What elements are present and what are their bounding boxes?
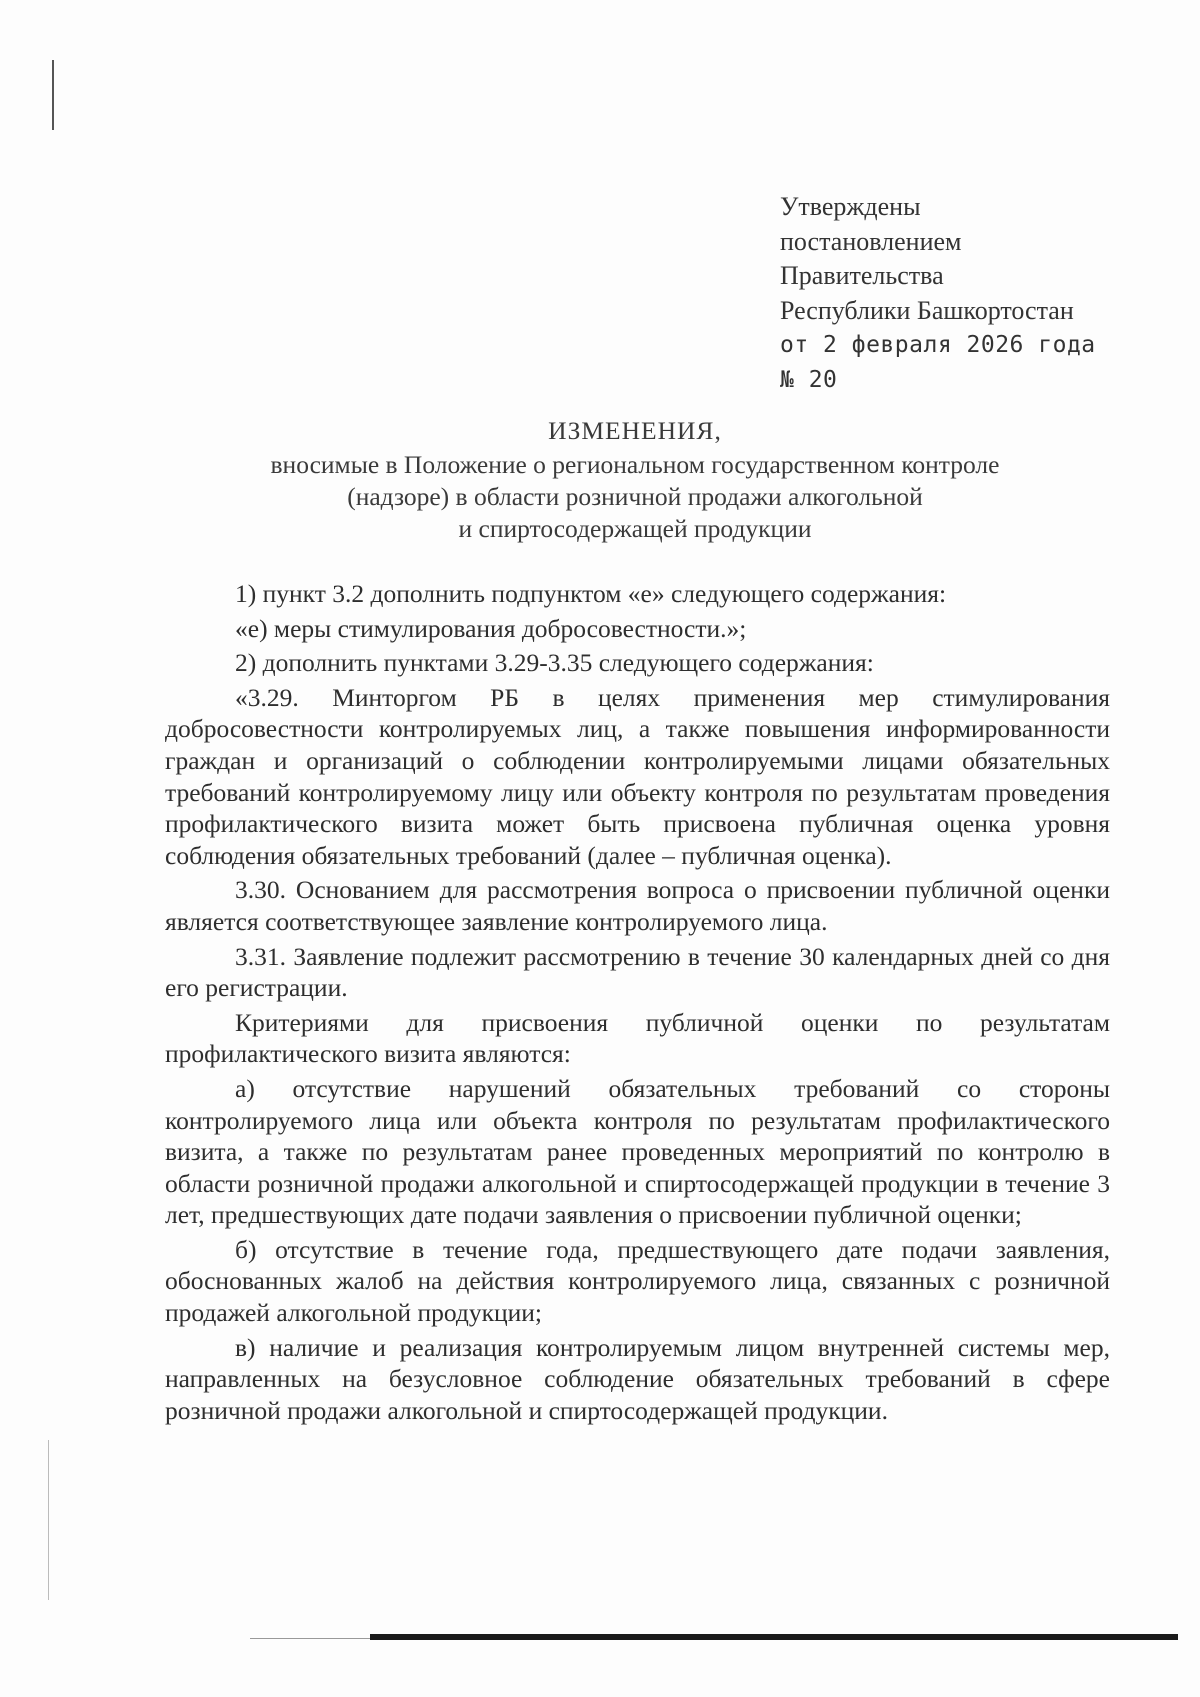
approval-line: Республики Башкортостан <box>780 295 1074 325</box>
document-title: ИЗМЕНЕНИЯ, <box>548 416 722 445</box>
paragraph: 1) пункт 3.2 дополнить подпунктом «е» следующего содержания: <box>235 579 947 608</box>
paragraph: «3.29. Минторгом РБ в целях применения мер стимулирования добросовестности контролируемых лиц, а также повышения информированности граждан и организаций о соблюдении контролируемыми лицами обязательных требований контролируемому лицу или объекту контроля по результатам проведения профилактического визита может быть присвоена публичная оценка уровня соблюдения обязательных требований (далее – публичная оценка). <box>165 682 1110 870</box>
document-body <box>165 578 1110 1429</box>
paragraph: б) отсутствие в течение года, предшествующего дате подачи заявления, обоснованных жалоб на действия контролируемого лица, связанных с розничной продажей алкогольной продукции; <box>165 1234 1110 1328</box>
heading-line: вносимые в Положение о региональном государственном контроле <box>270 450 1000 479</box>
paragraph: 2) дополнить пунктами 3.29-3.35 следующего содержания: <box>235 648 874 678</box>
approval-date: от 2 февраля 2026 года <box>780 332 1096 358</box>
paragraph: а) отсутствие нарушений обязательных требований со стороны контролируемого лица или объекта контроля по результатам профилактического визита, а также по результатам ранее проведенных мероприятий по контролю в области розничной продажи алкогольной и спиртосодержащей продукции в течение 3 лет, предшествующих дате подачи заявления о присвоении публичной оценки; <box>165 1073 1110 1230</box>
paragraph: 3.31. Заявление подлежит рассмотрению в течение 30 календарных дней со дня его регистрации. <box>165 941 1110 1003</box>
approval-line: Правительства <box>780 261 944 290</box>
heading-line: (надзоре) в области розничной продажи алкогольной <box>347 482 923 511</box>
approval-line: постановлением <box>780 226 962 256</box>
paragraph: «е) меры стимулирования добросовестности.»; <box>235 613 747 643</box>
paragraph: в) наличие и реализация контролируемым лицом внутренней системы мер, направленных на безусловное соблюдение обязательных требований в сфере розничной продажи алкогольной и спиртосодержащей продукции. <box>165 1332 1110 1425</box>
approval-line: Утверждены <box>780 192 921 221</box>
heading-line: и спиртосодержащей продукции <box>458 514 812 543</box>
scan-artifact-line <box>48 1440 49 1600</box>
document-heading <box>165 415 1105 545</box>
paragraph: Критериями для присвоения публичной оценки по результатам профилактического визита являются: <box>165 1007 1110 1069</box>
paragraph: 3.30. Основанием для рассмотрения вопроса о присвоении публичной оценки является соответствующее заявление контролируемого лица. <box>165 875 1110 936</box>
scan-artifact-line <box>250 1638 370 1639</box>
scan-artifact-line <box>52 60 54 130</box>
scan-artifact-bar <box>370 1634 1178 1640</box>
approval-block <box>780 190 1180 397</box>
approval-number: № 20 <box>780 366 838 393</box>
